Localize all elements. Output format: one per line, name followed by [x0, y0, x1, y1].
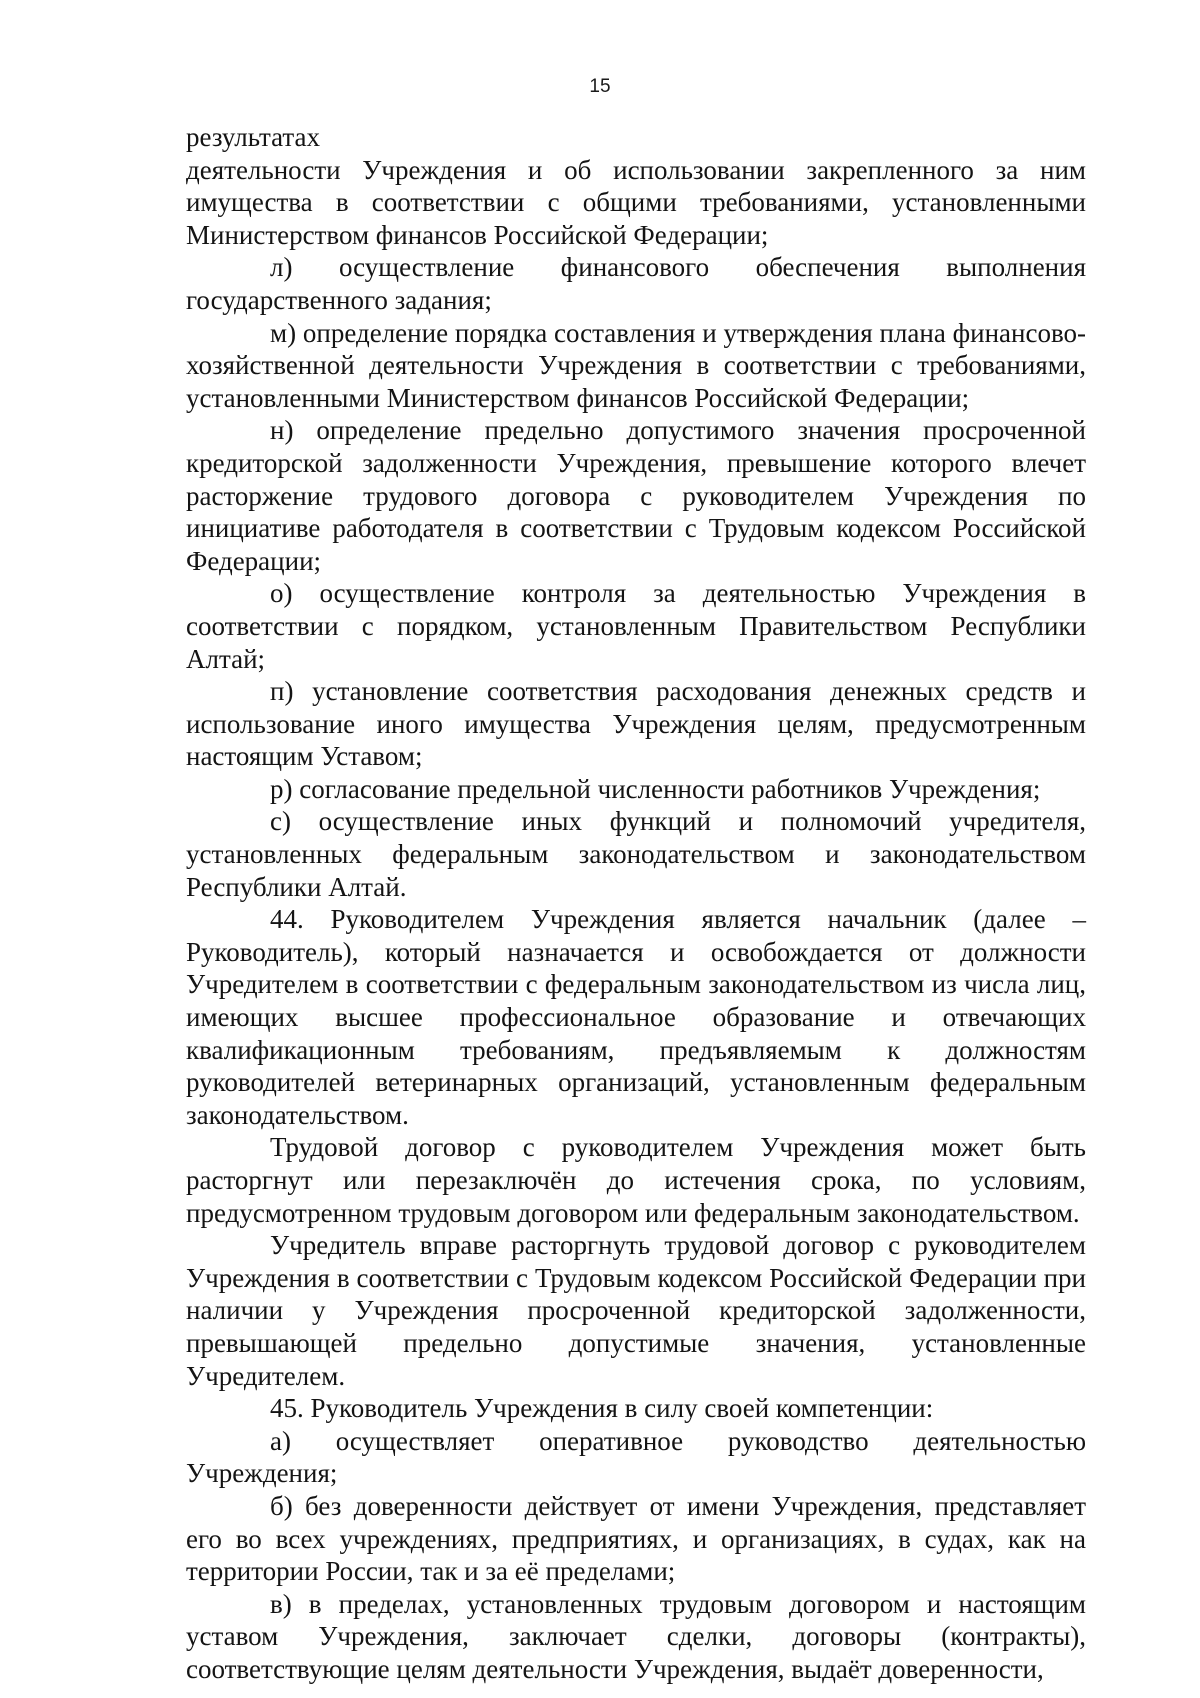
list-item-s: с) осуществление иных функций и полномочий учредителя, установленных федеральным законодательством и законодательством Республики Алтай. [186, 806, 1086, 902]
document-body [186, 121, 1086, 1686]
paragraph-continuation-2: деятельности Учреждения и об использовании закрепленного за ним имущества в соответствии с общими требованиями, установленными Министерством финансов Российской Федерации; [186, 154, 1086, 250]
list-item-m: м) определение порядка составления и утверждения плана финансово-хозяйственной деятельности Учреждения в соответствии с требованиями, установленными Министерством финансов Российской Федерации; [186, 317, 1086, 413]
clause-44-paragraph-2: Трудовой договор с руководителем Учреждения может быть расторгнут или перезаключён до истечения срока, по условиям, предусмотренном трудовым договором или федеральным законодательством. [186, 1132, 1086, 1228]
list-item-b: б) без доверенности действует от имени Учреждения, представляет его во всех учреждениях, предприятиях, и организациях, в судах, как на территории России, так и за её пределами; [186, 1490, 1086, 1587]
list-item-a: а) осуществляет оперативное руководство деятельностью Учреждения; [186, 1425, 1086, 1489]
list-item-n: н) определение предельно допустимого значения просроченной кредиторской задолженности Учреждения, превышение которого влечет расторжение трудового договора с руководителем Учреждения по инициативе работодателя в соответствии с Трудовым кодексом Российской Федерации; [186, 415, 1086, 576]
clause-44: 44. Руководителем Учреждения является начальник (далее – Руководитель), который назначается и освобождается от должности Учредителем в соответствии с федеральным законодательством из числа лиц, имеющих высшее профессиональное образование и отвечающих квалификационным требованиям, предъявляемым к должностям руководителей ветеринарных организаций, установленным федеральным законодательством. [186, 904, 1086, 1130]
paragraph-continuation-1: результатах [186, 122, 321, 152]
list-item-l: л) осуществление финансового обеспечения выполнения государственного задания; [186, 252, 1086, 315]
list-item-r: р) согласование предельной численности работников Учреждения; [270, 773, 1041, 804]
page-number: 15 [589, 76, 611, 97]
list-item-v: в) в пределах, установленных трудовым договором и настоящим уставом Учреждения, заключает сделки, договоры (контракты), соответствующие целям деятельности Учреждения, выдаёт доверенности, [186, 1588, 1086, 1684]
clause-44-paragraph-3: Учредитель вправе расторгнуть трудовой договор с руководителем Учреждения в соответствии с Трудовым кодексом Российской Федерации при наличии у Учреждения просроченной кредиторской задолженности, превышающей предельно допустимые значения, установленные Учредителем. [186, 1230, 1086, 1391]
list-item-p: п) установление соответствия расходования денежных средств и использование иного имущества Учреждения целям, предусмотренным настоящим Уставом; [186, 676, 1086, 772]
list-item-o: о) осуществление контроля за деятельностью Учреждения в соответствии с порядком, установленным Правительством Республики Алтай; [186, 578, 1086, 674]
clause-45: 45. Руководитель Учреждения в силу своей компетенции: [270, 1393, 934, 1424]
